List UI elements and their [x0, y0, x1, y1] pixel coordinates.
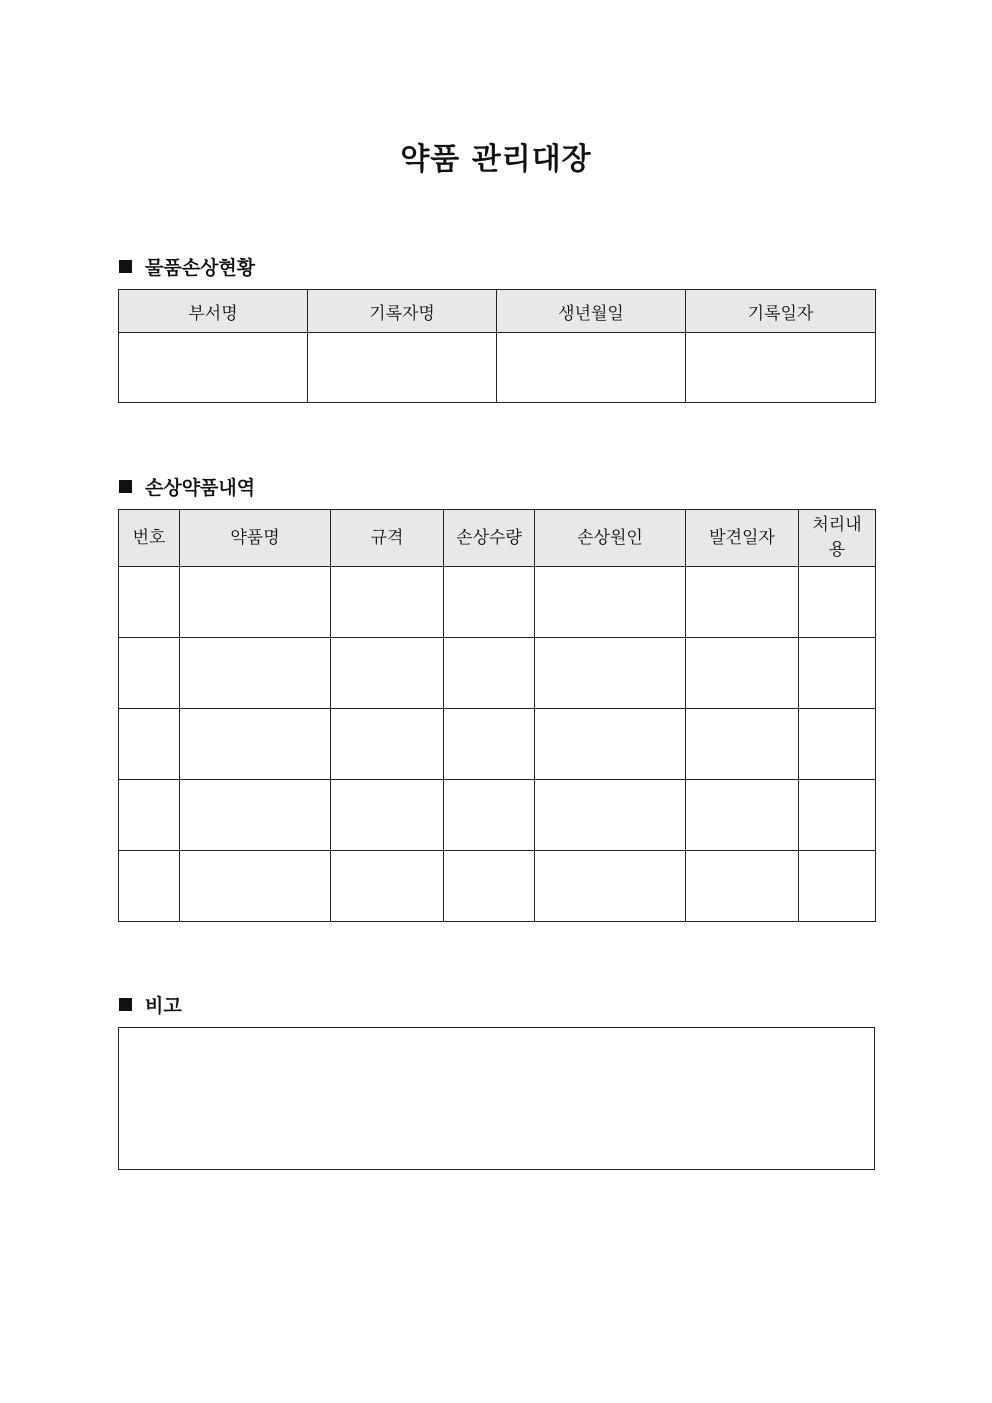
- column-header-action-taken: 처리내용: [799, 510, 876, 567]
- specification-cell[interactable]: [331, 709, 444, 780]
- number-cell[interactable]: [119, 709, 180, 780]
- action-taken-cell[interactable]: [799, 567, 876, 638]
- table-row: [119, 333, 876, 403]
- table-row: [119, 780, 876, 851]
- column-header-discovery-date: 발견일자: [686, 510, 799, 567]
- damage-cause-cell[interactable]: [535, 851, 686, 922]
- discovery-date-cell[interactable]: [686, 851, 799, 922]
- status-section-heading: [119, 253, 255, 280]
- recorder-name-cell[interactable]: [308, 333, 497, 403]
- action-taken-cell[interactable]: [799, 780, 876, 851]
- record-date-cell[interactable]: [686, 333, 876, 403]
- column-header-damage-cause: 손상원인: [535, 510, 686, 567]
- damaged-quantity-cell[interactable]: [444, 709, 535, 780]
- action-taken-cell[interactable]: [799, 638, 876, 709]
- department-cell[interactable]: [119, 333, 308, 403]
- column-header-department: 부서명: [119, 290, 308, 333]
- table-header-row: [119, 290, 876, 333]
- square-bullet-icon: [119, 480, 132, 493]
- status-section-title: 물품손상현황: [145, 257, 256, 279]
- birth-date-cell[interactable]: [497, 333, 686, 403]
- damage-cause-cell[interactable]: [535, 780, 686, 851]
- discovery-date-cell[interactable]: [686, 709, 799, 780]
- square-bullet-icon: [119, 260, 132, 273]
- damage-cause-cell[interactable]: [535, 709, 686, 780]
- specification-cell[interactable]: [331, 638, 444, 709]
- remarks-box[interactable]: [118, 1027, 875, 1170]
- damage-section-heading: [119, 473, 255, 500]
- table-row: [119, 638, 876, 709]
- medicine-name-cell[interactable]: [180, 780, 331, 851]
- table-row: [119, 567, 876, 638]
- table-header-row: [119, 510, 876, 567]
- table-row: [119, 709, 876, 780]
- column-header-birth-date: 생년월일: [497, 290, 686, 333]
- number-cell[interactable]: [119, 851, 180, 922]
- damaged-quantity-cell[interactable]: [444, 780, 535, 851]
- medicine-name-cell[interactable]: [180, 567, 331, 638]
- number-cell[interactable]: [119, 780, 180, 851]
- column-header-damaged-quantity: 손상수량: [444, 510, 535, 567]
- discovery-date-cell[interactable]: [686, 780, 799, 851]
- column-header-specification: 규격: [331, 510, 444, 567]
- damaged-quantity-cell[interactable]: [444, 638, 535, 709]
- damaged-quantity-cell[interactable]: [444, 851, 535, 922]
- medicine-name-cell[interactable]: [180, 709, 331, 780]
- discovery-date-cell[interactable]: [686, 638, 799, 709]
- medicine-name-cell[interactable]: [180, 638, 331, 709]
- column-header-medicine-name: 약품명: [180, 510, 331, 567]
- damage-cause-cell[interactable]: [535, 567, 686, 638]
- table-row: [119, 851, 876, 922]
- specification-cell[interactable]: [331, 780, 444, 851]
- damage-cause-cell[interactable]: [535, 638, 686, 709]
- discovery-date-cell[interactable]: [686, 567, 799, 638]
- page-title: 약품 관리대장: [400, 142, 592, 177]
- remarks-section-heading: [119, 991, 182, 1018]
- number-cell[interactable]: [119, 638, 180, 709]
- number-cell[interactable]: [119, 567, 180, 638]
- damage-section-title: 손상약품내역: [145, 477, 256, 499]
- action-taken-cell[interactable]: [799, 851, 876, 922]
- action-taken-cell[interactable]: [799, 709, 876, 780]
- damage-status-table: [118, 289, 876, 403]
- remarks-section-title: 비고: [145, 995, 182, 1017]
- square-bullet-icon: [119, 998, 132, 1011]
- specification-cell[interactable]: [331, 567, 444, 638]
- damaged-medicine-table: [118, 509, 876, 922]
- column-header-number: 번호: [119, 510, 180, 567]
- damaged-quantity-cell[interactable]: [444, 567, 535, 638]
- specification-cell[interactable]: [331, 851, 444, 922]
- column-header-record-date: 기록일자: [686, 290, 876, 333]
- column-header-recorder-name: 기록자명: [308, 290, 497, 333]
- medicine-name-cell[interactable]: [180, 851, 331, 922]
